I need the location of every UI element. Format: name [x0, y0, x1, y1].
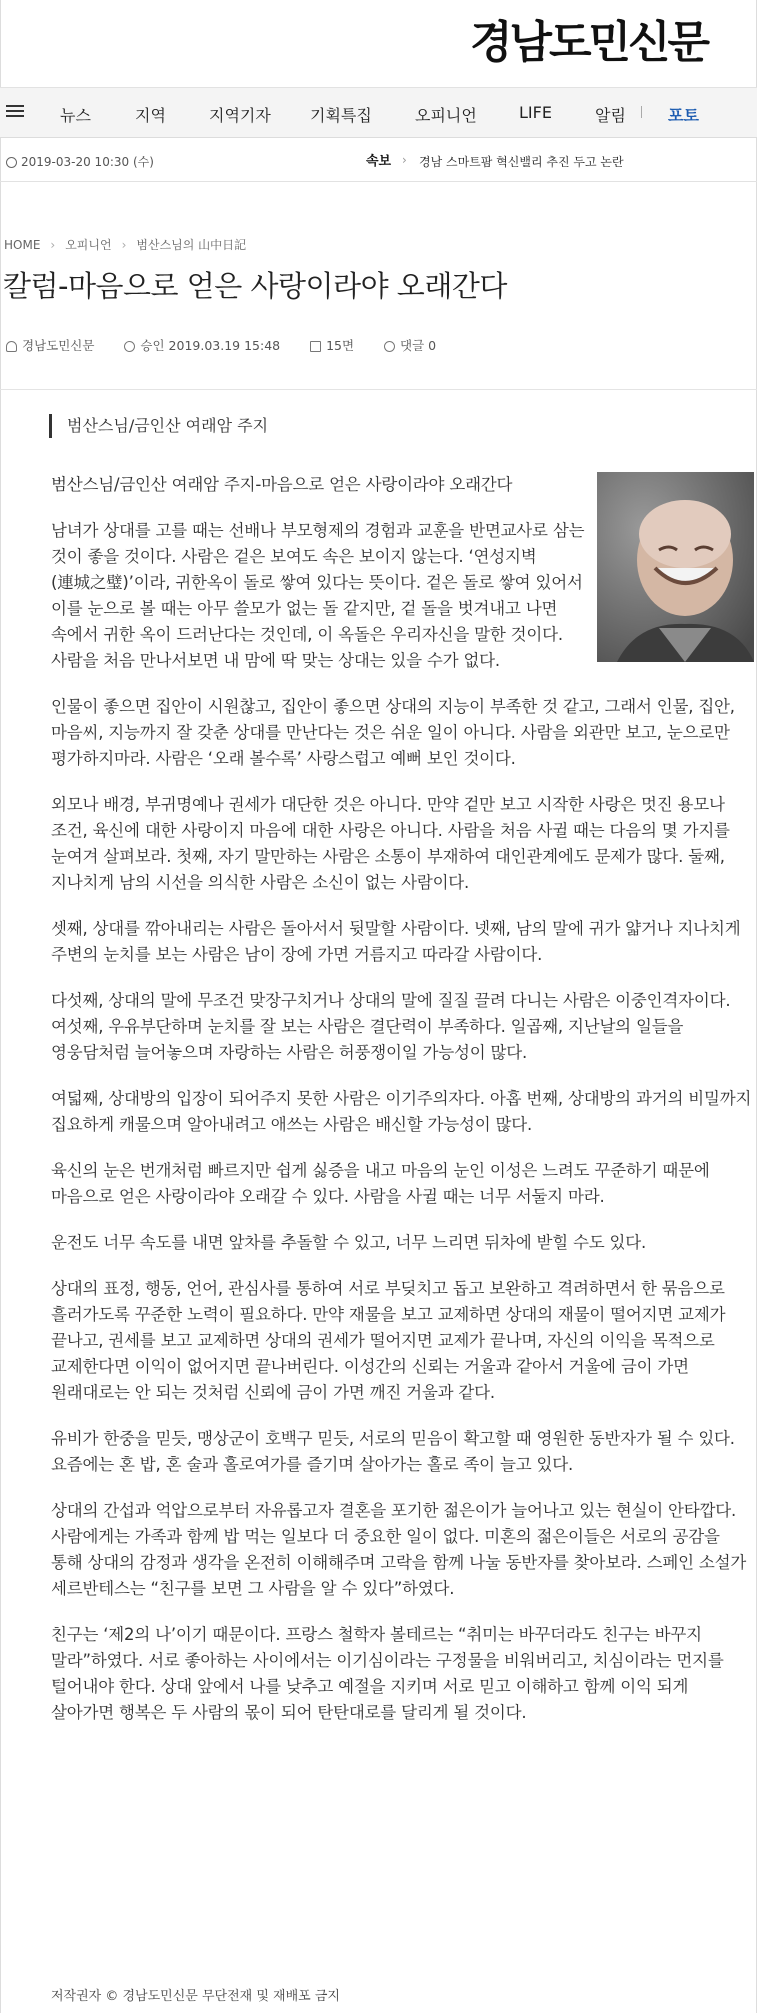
nav-item-region-reporter[interactable]: 지역기자: [209, 106, 271, 125]
article-comments[interactable]: 댓글 0: [400, 338, 437, 353]
chevron-right-icon: ›: [121, 238, 127, 252]
breadcrumb-column[interactable]: 범산스님의 山中日記: [136, 238, 247, 252]
article-paragraph: 여덟째, 상대방의 입장이 되어주지 못한 사람은 이기주의자다. 아홉 번째, 상대방의 과거의 비밀까지 집요하게 캐물으며 알아내려고 애쓰는 사람은 배신할 가능성이 많다.: [51, 1089, 752, 1134]
article-approved-date: 승인 2019.03.19 15:48: [140, 338, 281, 353]
breadcrumb-home[interactable]: HOME: [4, 238, 41, 252]
newspaper-icon: [310, 341, 321, 352]
article-author[interactable]: 경남도민신문: [22, 338, 95, 353]
breadcrumb-opinion[interactable]: 오피니언: [65, 238, 112, 252]
site-logo[interactable]: 경남도민신문: [469, 17, 707, 68]
article-body: [51, 472, 754, 1746]
article-paragraph: 상대의 표정, 행동, 언어, 관심사를 통하여 서로 부딪치고 돕고 보완하고 격려하면서 한 묶음으로 흘러가도록 꾸준한 노력이 필요하다. 만약 재물을 보고 교제하면 상대의 재물이 떨어지면 교제가 끝나고, 권세를 보고 교제하면 상대의 권세가 떨어지면 교제가 끝나며, 자신의 이익을 목적으로 교제한다면 이익이 없어지면 끝나버린다. 이성간의 신뢰는 거울과 같아서 거울에 금이 가면 원래대로는 안 되는 것처럼 신뢰에 금이 가면 깨진 거울과 같다.: [51, 1279, 726, 1402]
article-paragraph: 다섯째, 상대의 말에 무조건 맞장구치거나 상대의 말에 질질 끌려 다니는 사람은 이중인격자이다. 여섯째, 우유부단하며 눈치를 잘 보는 사람은 결단력이 부족하다. 일곱째, 지난날의 일들을 영웅담처럼 늘어놓으며 자랑하는 사람은 허풍쟁이일 가능성이 많다.: [51, 991, 731, 1062]
article-paragraph: 유비가 한중을 믿듯, 맹상군이 호백구 믿듯, 서로의 믿음이 확고할 때 영원한 동반자가 될 수 있다. 요즘에는 혼 밥, 혼 술과 홀로여가를 즐기며 살아가는 홀로 족이 늘고 있다.: [51, 1429, 735, 1474]
article-paragraph: 상대의 간섭과 억압으로부터 자유롭고자 결혼을 포기한 젊은이가 늘어나고 있는 현실이 안타깝다. 사람에게는 가족과 함께 밥 먹는 일보다 더 중요한 일이 없다. 미혼의 젊은이들은 서로의 공감을 통해 상대의 감정과 생각을 온전히 이해해주며 고락을 함께 나눌 동반자를 찾아보라. 스페인 소설가 세르반테스는 “친구를 보면 그 사람을 알 수 있다”하였다.: [51, 1501, 747, 1598]
article-meta: [6, 336, 436, 354]
header-divider: [0, 389, 757, 390]
clock-icon: [124, 341, 135, 352]
site-header: [0, 0, 757, 88]
clock-icon: [6, 157, 17, 168]
nav-item-opinion[interactable]: 오피니언: [415, 106, 477, 125]
breaking-news-label: 속보: [366, 154, 392, 169]
article-paragraph: 운전도 너무 속도를 내면 앞차를 추돌할 수 있고, 너무 느리면 뒤차에 받힐 수도 있다.: [51, 1233, 647, 1252]
nav-item-notice[interactable]: 알림: [595, 106, 626, 125]
article-byline: 범산스님/금인산 여래암 주지: [49, 414, 268, 438]
nav-divider: [641, 106, 642, 118]
chevron-right-icon: ›: [402, 153, 407, 167]
article-paragraph: 범산스님/금인산 여래암 주지-마음으로 얻은 사랑이라야 오래간다: [51, 475, 513, 494]
comment-icon: [384, 341, 395, 352]
breadcrumb: [4, 236, 246, 253]
article-paragraph: 친구는 ‘제2의 나’이기 때문이다. 프랑스 철학자 볼테르는 “취미는 바꾸더라도 친구는 바꾸지 말라”하였다. 서로 좋아하는 사이에서는 이기심이라는 구정물을 비워버리고, 치심이라는 먼지를 털어내야 한다. 상대 앞에서 나를 낮추고 예절을 지키며 서로 믿고 이해하고 함께 이익 되게 살아가면 행복은 두 사람의 몫이 되어 탄탄대로를 달리게 될 것이다.: [51, 1625, 724, 1722]
user-icon: [6, 341, 17, 352]
chevron-right-icon: ›: [50, 238, 56, 252]
nav-item-life[interactable]: LIFE: [519, 103, 552, 122]
nav-item-special[interactable]: 기획특집: [310, 106, 372, 125]
nav-item-region[interactable]: 지역: [135, 106, 166, 125]
info-bar: [0, 138, 757, 182]
current-date: [6, 153, 154, 170]
nav-item-photo[interactable]: 포토: [668, 106, 699, 125]
article-paragraph: 셋째, 상대를 깎아내리는 사람은 돌아서서 뒷말할 사람이다. 넷째, 남의 말에 귀가 얇거나 지나치게 주변의 눈치를 보는 사람은 남이 장에 가면 거름지고 따라갈 사람이다.: [51, 919, 741, 964]
nav-item-news[interactable]: 뉴스: [60, 106, 91, 125]
article-title: 칼럼-마음으로 얻은 사랑이라야 오래간다: [3, 269, 507, 303]
article-paragraph: 육신의 눈은 번개처럼 빠르지만 쉽게 싫증을 내고 마음의 눈인 이성은 느려도 꾸준하기 때문에 마음으로 얻은 사랑이라야 오래갈 수 있다. 사람을 사귈 때는 너무 서둘지 마라.: [51, 1161, 710, 1206]
main-nav: [0, 88, 757, 138]
article-paragraph: 외모나 배경, 부귀명예나 권세가 대단한 것은 아니다. 만약 겉만 보고 시작한 사랑은 멋진 용모나 조건, 육신에 대한 사랑이지 마음에 대한 사랑은 아니다. 사람을 처음 사귈 때는 다음의 몇 가지를 눈여겨 살펴보라. 첫째, 자기 말만하는 사람은 소통이 부재하여 대인관계에도 문제가 많다. 둘째, 지나치게 남의 시선을 의식한 사람은 소신이 없는 사람이다.: [51, 795, 730, 892]
current-date-text: 2019-03-20 10:30 (수): [21, 155, 154, 169]
article-page: 15면: [326, 338, 355, 353]
hamburger-menu-icon[interactable]: [6, 102, 24, 122]
article-paragraph: 남녀가 상대를 고를 때는 선배나 부모형제의 경험과 교훈을 반면교사로 삼는 것이 좋을 것이다. 사람은 겉은 보여도 속은 보이지 않는다. ‘연성지벽(連城之璧)’이라, 귀한옥이 돌로 쌓여 있다는 뜻이다. 겉은 돌로 쌓여 있어서 이를 눈으로 볼 때는 아무 쓸모가 없는 돌 같지만, 겉 돌을 벗겨내고 나면 속에서 귀한 옥이 드러난다는 것인데, 이 옥돌은 우리자신을 말한 것이다. 사람을 처음 만나서보면 내 맘에 딱 맞는 상대는 있을 수가 없다.: [51, 521, 585, 670]
article-paragraph: 인물이 좋으면 집안이 시원찮고, 집안이 좋으면 상대의 지능이 부족한 것 같고, 그래서 인물, 집안, 마음씨, 지능까지 잘 갖춘 상대를 만난다는 것은 쉬운 일이 아니다. 사람을 외관만 보고, 눈으로만 평가하지마라. 사람은 ‘오래 볼수록’ 사랑스럽고 예뻐 보인 것이다.: [51, 697, 735, 768]
copyright-notice: 저작권자 © 경남도민신문 무단전재 및 재배포 금지: [51, 1989, 340, 2004]
breaking-news-link[interactable]: 경남 스마트팜 혁신밸리 추진 두고 논란: [419, 155, 624, 169]
